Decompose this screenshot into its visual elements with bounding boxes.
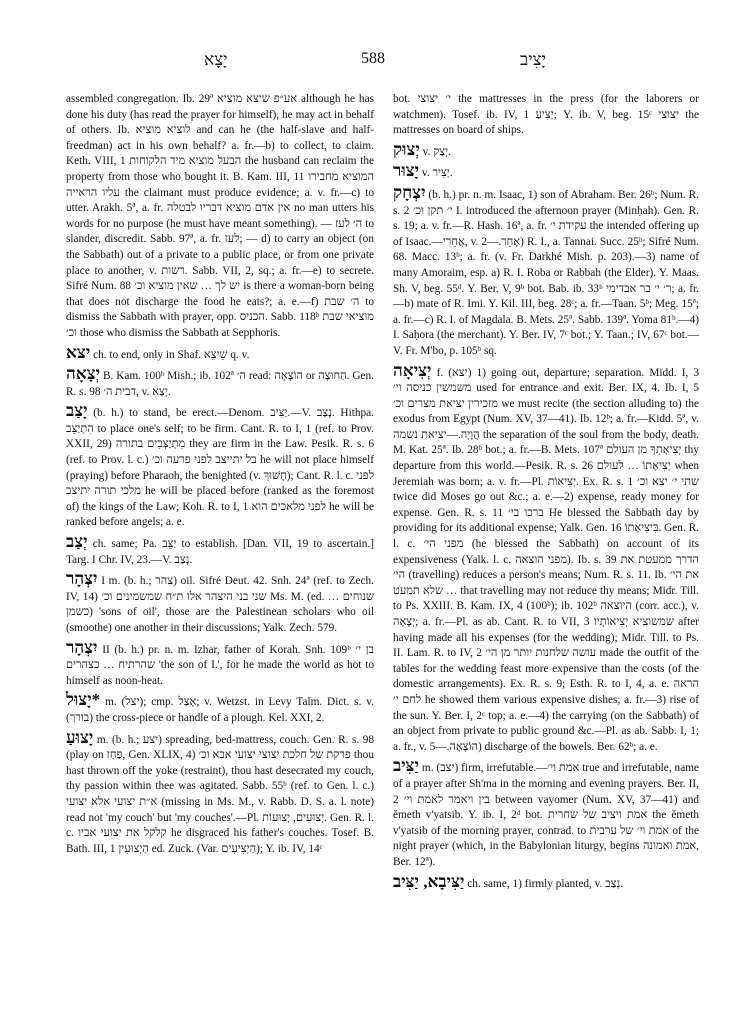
left-column xyxy=(66,92,374,857)
entry-definition: II (b. h.) pr. n. m. Izhar, father of Korah. Snh. 109ᵇ בן י׳ שהרתיח … כצהרים 'the son of I.', for he made the world as hot to himself as noon-heat. xyxy=(66,643,374,687)
entry-headword: יַצִּיבָא, יַצִּיב xyxy=(393,871,465,891)
entry-definition: m. (b. h.; יצע) spreading, bed-mattress, couch. Gen. R. s. 98 (play on פַּחַז, Gen. XLIX, 4) פרקת של חלכת יצוצי יצועי אבא וכ׳ thou hast thrown off the yoke (restraint), thou hast desecrated my couch, thy passion within thee was agitated. Sabb. 55ᵇ (ref. to Gen. l. c.) א״ת יצועי אלא יצועי (missing in Ms. M., v. Rabb. D. S. a. l. note) read not 'my couch' but 'my couches'.—Pl. יְצוּעִים, יְצוּעוֹת. Gen. R. l. c. קלקל את יצועי אביו he disgraced his father's couches. Tosef. B. Bath. III, 1 הַיְצוּעִין ed. Zuck. (Var. הַיְצִיעִים); Y. ib. IV, 14ᶜ xyxy=(66,733,375,855)
dictionary-entry xyxy=(393,141,699,161)
entry-headword: יָצַב xyxy=(66,401,88,421)
entry-definition: (b. h.) pr. n. m. Isaac, 1) son of Abraham. Ber. 26ᵇ; Num. R. s. 2 י׳ תקן וכ׳ I. introduced the afternoon prayer (Minḥah). Gen. R. s. 19; a. v. fr.—R. Hash. 16ª, a. fr. עקידת י׳ the intended offering up of Isaac.—אֲחֵרִי, v. אָחֵר.—2) R. I., a. Tannai. Succ. 25ᵇ; Sifré Num. 68. Macc. 13ᵇ; a. fr. (v. Fr. Darkhé Mish. p. 203).—3) name of many Amoraim, esp. a) R. I. Roba or Rabbah (the Elder). Y. Maas. Sh. V, beg. 55ᵈ. Y. Ber. V, 9ᵇ bot. Bab. ib. 33ᵇ ר׳ י׳ בר אבדימי; a. fr.—b) mate of R. Imi. Y. Kil. III, beg. 28ᶜ; a. fr.—Taan. 5ᵇ; Meg. 15ª; a. fr.—c) R. I. of Magdala. B. Mets. 25ª. Sabb. 139ª. Yoma 81ᵇ.—4) I. Saḥora (the merchant). Y. Ber. IV, 7ᶜ bot.; Y. Taan.; IV, 67ᶜ bot.—V. Fr. M'bo, p. 105ᵇ sq. xyxy=(393,188,700,357)
entry-definition: v. יְצִיר. xyxy=(421,167,453,180)
entry-headword: יָצוּל* xyxy=(66,690,101,710)
dictionary-entry xyxy=(393,92,699,139)
dictionary-entry xyxy=(66,729,374,858)
entry-definition: ch. to end, only in Shaf. שֵׁיצֵא q. v. xyxy=(93,348,250,361)
entry-definition: m. (יצב) firm, irrefutable.—אמת וי׳ true and irrefutable, name of a prayer after Sh'ma in the morning and evening prayers. Ber. II, 2 בין ויאמר לאמת וי׳ between vayomer (Num. XV, 37—41) and ĕmeth v'yatsib. Y. ib. I, 2ᵈ bot. אמת ויציב של שחרית the ĕmeth v'yatsib of the morning prayer, contrad. to אמת וי׳ של ערבית of the night prayer (which, in the Babylonian liturgy, begins אמת ואמונה, Ber. 12ª). xyxy=(393,762,700,868)
entry-headword: יִצְהָר xyxy=(66,637,98,657)
dictionary-entry xyxy=(66,402,374,531)
running-head-left: יָצָא xyxy=(204,50,228,69)
entry-headword: יִצְחָק xyxy=(393,182,426,202)
page-number: 588 xyxy=(361,50,385,67)
entry-definition: B. Kam. 100ᵇ Mish.; ib. 102ª ה׳ read: הוֹצָאָה or הַחוּצָה. Gen. R. s. 98 דבית ה׳, v. יָצַא. xyxy=(66,370,375,398)
entry-definition: I m. (b. h.; צהר) oil. Sifré Deut. 42. Snh. 24ª (ref. to Zech. IV, 14) שני בני היצהר אלו ת״ח שמשמינים וכ׳ Ms. M. (ed. שנוחים … כשמן) 'sons of oil', those are the Palestinean scholars who oil (smoothe) one another in their discussions; Yalk. Zech. 579. xyxy=(66,575,374,634)
dictionary-entry xyxy=(393,184,699,360)
dictionary-entry xyxy=(66,691,374,726)
entry-headword: יָצוּר xyxy=(393,161,420,181)
dictionary-entry xyxy=(393,873,699,893)
entry-definition: ch. same; Pa. יַצֵּב to establish. [Dan. VII, 19 to ascertain.] Targ. I Chr. IV, 23.—V. נְצַב. xyxy=(66,538,375,566)
dictionary-entry xyxy=(66,639,374,690)
dictionary-entry xyxy=(66,344,374,364)
entry-headword: יִצְהָר xyxy=(66,569,98,589)
entry-definition: (b. h.) to stand, be erect.—Denom. יַצִּיב.—V. נָצַב. Hithpa. הִתְיַצֵּב to place one's self; to be firm. Cant. R. to I, 1 (ref. to Prov. XXII, 29) מִתְיַצְּבִים בתורה they are firm in the Law. Pesik. R. s. 6 (ref. to Prov. l. c.) בל יתייצב לפני פרעה וכ׳ he will not place himself (praying) before Pharaoh, the benighted (v. חָשׁוּךְ); Cant. R. l. c. לפני מלכי תורה יתיצב he will be placed before (ranked as the foremost of) the kings of the Law; Koh. R. to I, 1 לפני מלאכים הוא he will be ranked before angels; a. e. xyxy=(66,407,375,529)
entry-headword: יָצוּעַ xyxy=(66,727,94,747)
dictionary-entry xyxy=(393,757,699,870)
entry-definition: f. (יצא) 1) going out, departure; separation. Midd. I, 3 משמשין כניסה וי׳ used for entrance and exit. Ber. IX, 4. Ib. I, 5 מזכירין יציאת מצרים וכ׳ we must recite (the section alluding to) the exodus from Egypt (Num. XV, 37—41). Ib. 12ᵇ; a. fr.—Kidd. 5ª, v. הֲוָיָה.—יציאת נשמה the separation of the soul from the body, death. M. Kat. 25ª. Ib. 28ᵇ bot.; a. fr.—B. Mets. 107ª יְצִיאָתְךָ מן העולם thy departure from this world.—Pesik. R. s. 26 יְצִיאָתוֹ … לעולם when Jeremiah was born; a. v. fr.—Pl. יְצִיאוֹת. Ex. R. s. 1 שתי י׳ יצא וכ׳ twice did Moses go out &c.; a. e.—2) expense, ready money for expense. Gen. R. s. 11 ברכו בי׳ He blessed the Sabbath day by providing for its additional expense; Yalk. Gen. 16 בִּיצִיאָתוֹ. Gen. R. l. c. מפני הי׳ (he blessed the Sabbath) on account of its expensiveness (Yalk. l. c. מפני הוצאה). Ib. s. 39 הדרך ממעטת את הי׳ (travelling) reduces a person's means; Num. R. s. 11. Ib. את הי׳ … שלא תמעט that travelling may not reduce thy means; Midr. Till. to Ps. XXIII. B. Kam. IX, 4 (100ᵇ); ib. 102ᵇ היוצאה (corr. acc.), v. יְצָאָה; a. fr.—Pl. as ab. Cant. R. to VII, 3 שמשוציא יְצִיאוֹתָיו after having made all his expenses (for the wedding); Midr. Till. to Ps. II. Lam. R. to IV, 2 עושה שלחנות יותר מן הי׳ made the outfit of the tables for the wedding feast more expensive than the costs (of the domestic arrangements). Ex. R. s. 9; Esth. R. to I, 4, a. e. הראה לחם י׳ he showed them various expensive dishes; a. fr.—3) rise of the sun. Y. Ber. I, 2ᶜ top; a. e.—4) the carrying (on the Sabbath) of an object from private to public ground &c.—Pl. as ab. Sabb. I, 1; a. fr., v. הוֹצָאָה.—5) discharge of the bowels. Ber. 62ᵇ; a. e. xyxy=(393,366,700,753)
entry-definition: bot. י׳ יצוצי the mattresses in the press (for the laborers or watchmen). Tosef. ib. IV, 1 יְצִיעַ; Y. ib. V, beg. 15ᶜ יצוצי the mattresses on board of ships. xyxy=(393,93,699,137)
dictionary-entry xyxy=(393,162,699,182)
entry-definition: v. יְצַק. xyxy=(422,145,451,158)
right-column xyxy=(393,92,699,892)
dictionary-entry xyxy=(66,365,374,400)
entry-headword: יצא xyxy=(66,342,91,362)
dictionary-entry xyxy=(66,92,374,342)
entry-headword: יַצִּיב xyxy=(393,756,420,776)
dictionary-entry xyxy=(66,533,374,568)
entry-headword: יְצָאָה xyxy=(66,364,101,384)
entry-headword: יְצַב xyxy=(66,532,88,552)
entry-headword: יְצוּק xyxy=(393,139,420,159)
entry-definition: m. (יצל); cmp. אָצַל; v. Wetzst. in Levy Talm. Dict. s. v. ‪(בורך)‬ the cross-piece or handle of a plough. Kel. XXI, 2. xyxy=(66,696,374,724)
entry-headword: יְצִיאָה xyxy=(393,360,432,380)
dictionary-entry xyxy=(393,362,699,756)
running-head-right: יָצִיב xyxy=(520,50,547,69)
dictionary-entry xyxy=(66,570,374,636)
entry-definition: ch. same, 1) firmly planted, v. נְצַב. xyxy=(467,877,624,890)
entry-definition: assembled congregation. Ib. 29ª אע״פ שיצא מוציא although he has done his duty (has read the prayer for himself), he may act in behalf of others. Ib. לוציא מוציא and can he (the half-slave and half-freedman) act in his own behalf? a. fr.—b) to collect, to claim. Keth. VIII, 1 הבעל מוציא מיד הלקוחות the husband can reclaim the property from those who bought it. B. Kam. III, 11 המוציא מחבירו עליו הראייה the claimant must produce evidence; a. v. fr.—c) to utter. Arakh. 5ª, a. fr. אין אדם מוציא דבריו לבטלה no man utters his words for no purpose (he must have meant something). — ה׳ לעז to slander, discredit. Sabb. 97ª, a. fr. לעז; — d) to carry an object (on the Sabbath) out of a private to a public place, or from one private place to another, v. רשות. Sabb. VII, 2, sq.; a. fr.—e) to secrete. Sifré Num. 88 יש לך … שאין מוציא וכ׳ is there a woman-born being that does not discharge the food he eats?; a. e.—f) ה׳ שבת to dismiss the Sabbath with prayer, opp. הכניס. Sabb. 118ᵇ מוציאי שבת וכ׳ those who dismiss the Sabbath at Sepphoris. xyxy=(66,93,375,339)
